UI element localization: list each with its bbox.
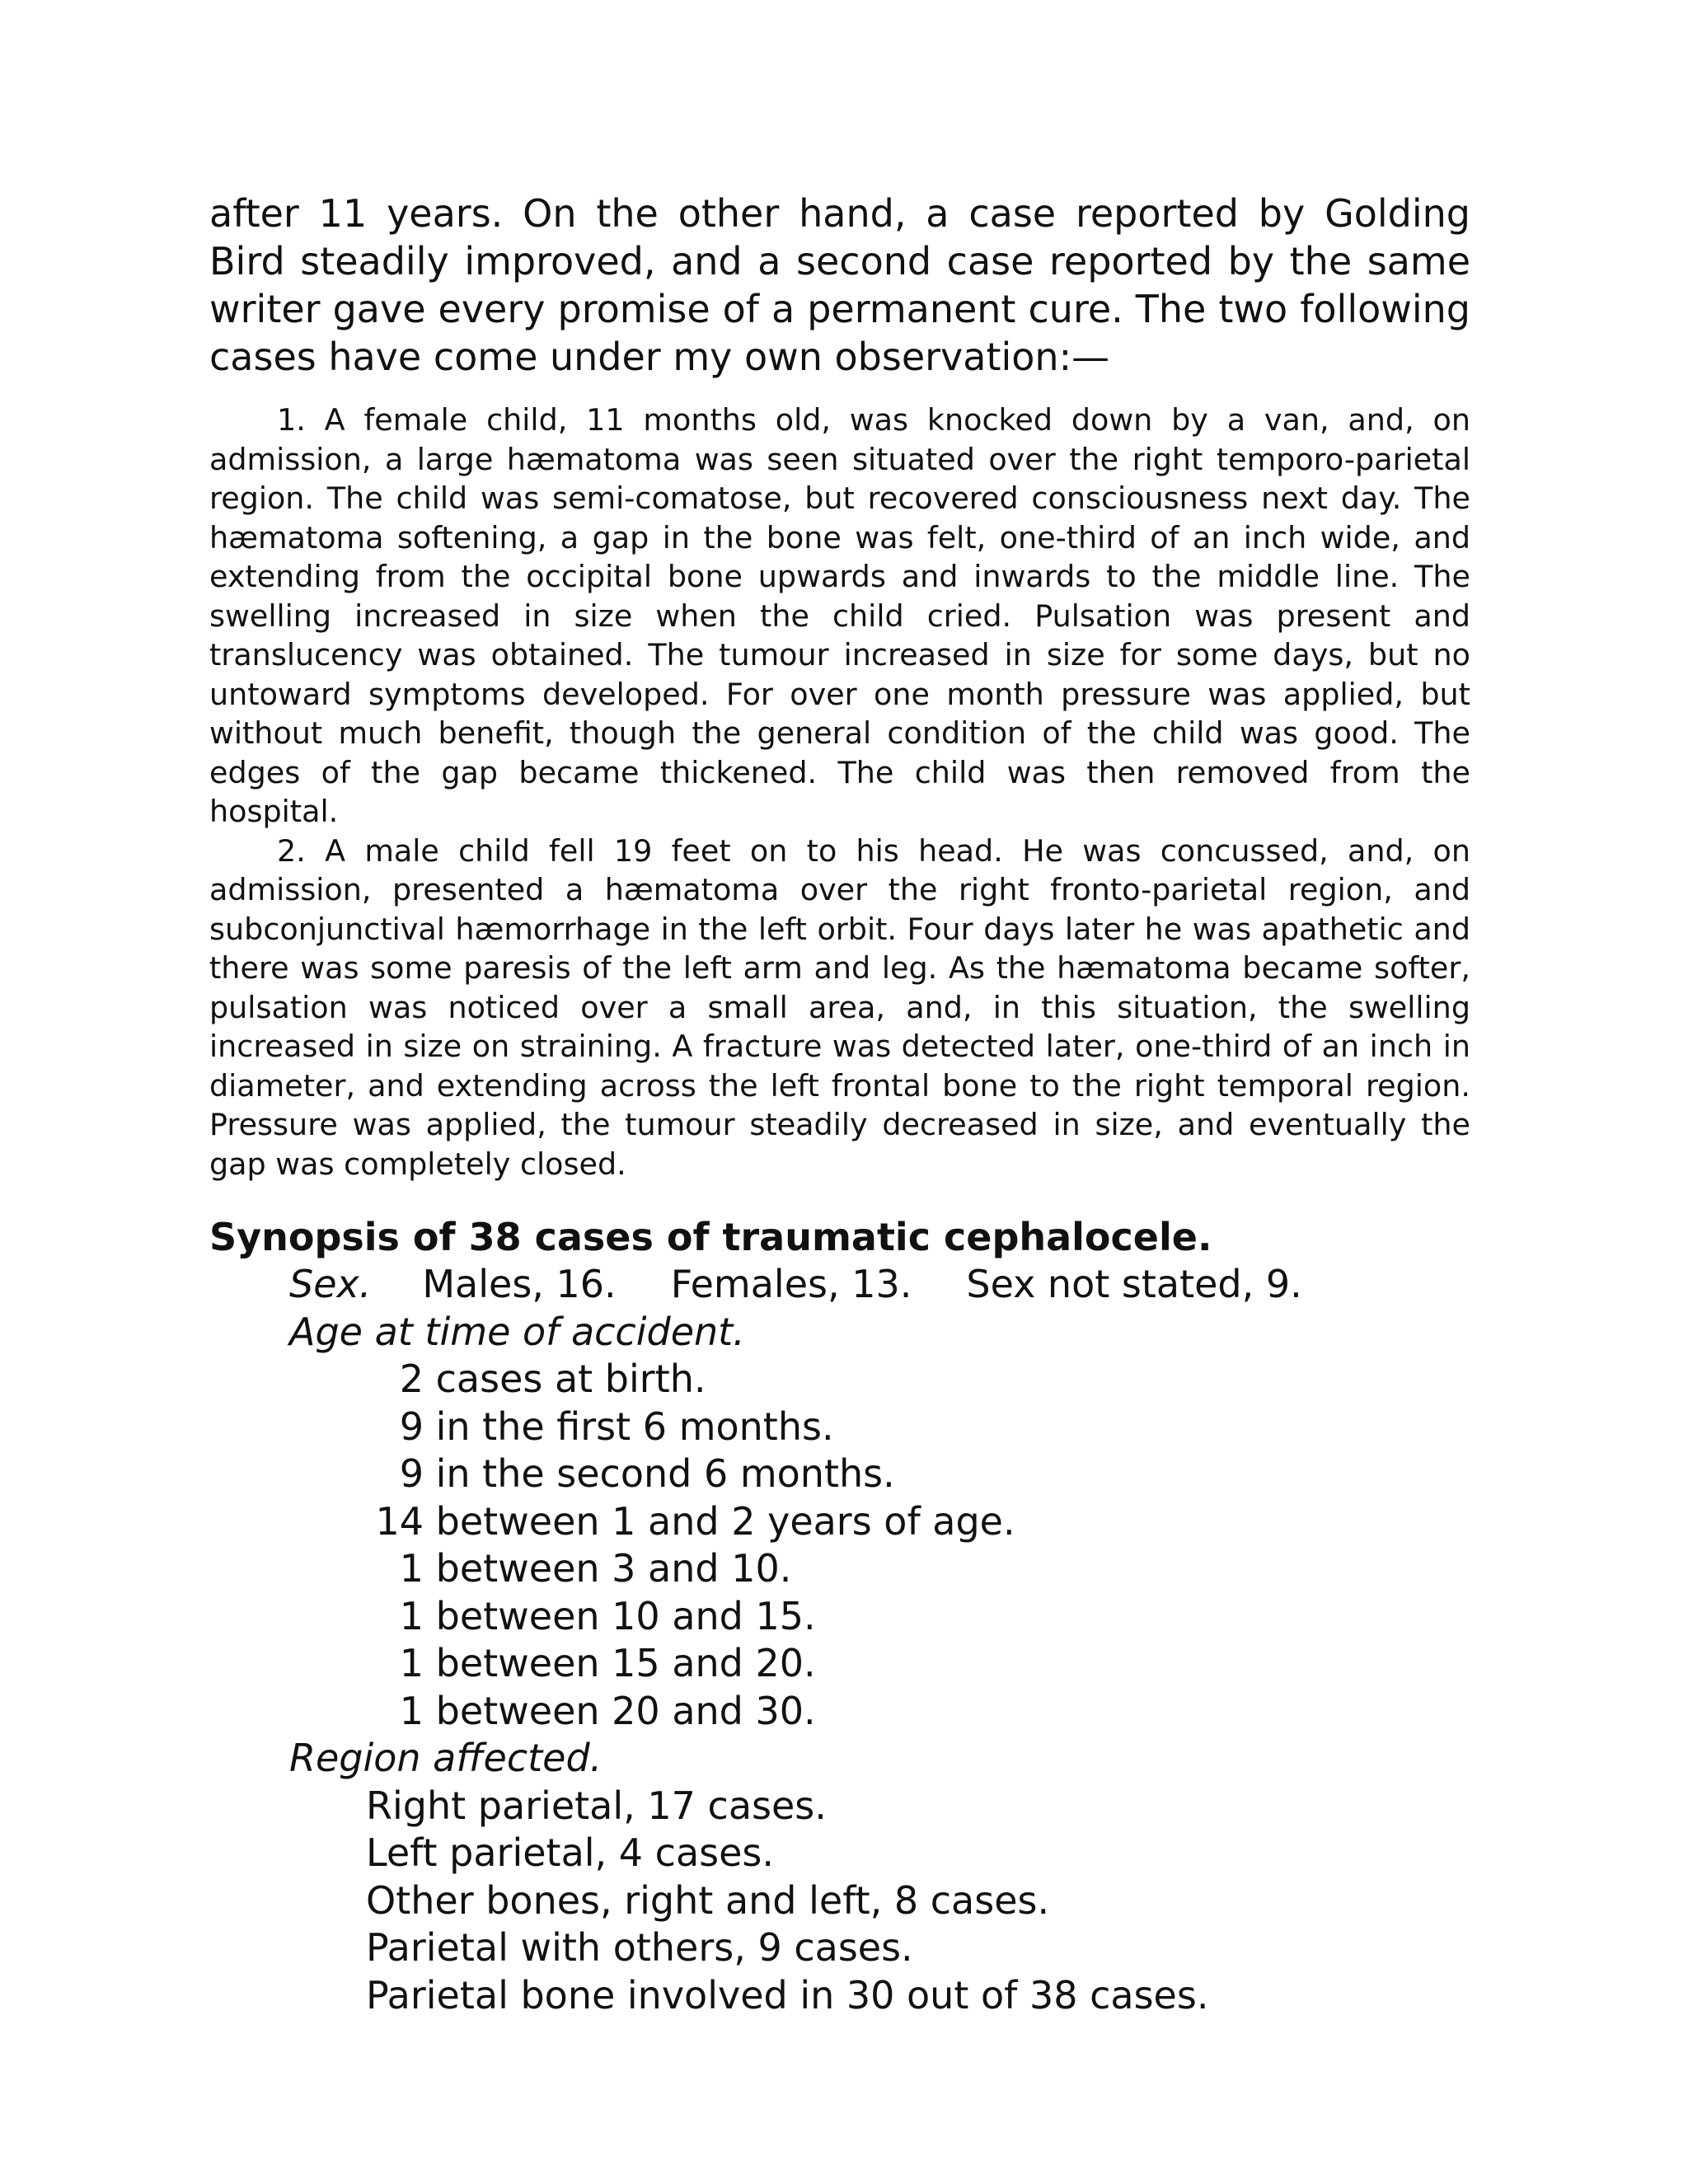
age-row	[209, 1593, 1470, 1641]
document-page	[209, 190, 1470, 2019]
age-description: between 3 and 10.	[424, 1546, 792, 1591]
synopsis-list	[209, 1261, 1470, 2019]
intro-paragraph: after 11 years. On the other hand, a case reported by Golding Bird steadily improved, and a second case reported by the same writer gave every promise of a permanent cure. The two following cases have come under my own observation:—	[209, 191, 1470, 379]
age-description: between 15 and 20.	[424, 1641, 816, 1685]
age-row	[209, 1404, 1470, 1451]
age-count: 14	[375, 1498, 424, 1544]
age-label: Age at time of accident.	[289, 1309, 745, 1354]
region-row: Right parietal, 17 cases.	[366, 1783, 827, 1828]
age-description: between 1 and 2 years of age.	[424, 1498, 1015, 1544]
sex-not-stated: Sex not stated, 9.	[966, 1262, 1302, 1306]
age-row	[209, 1451, 1470, 1498]
case-report-2: 2. A male child fell 19 feet on to his head. He was concussed, and, on admission, presented a hæmatoma over the right fronto-parietal region, and subconjunctival hæmorrhage in the left orbit. Four days later he was apathetic and there was some paresis of the left arm and leg. As the hæmatoma became softer, pulsation was noticed over a small area, and, in this situation, the swelling increased in size on straining. A fracture was detected later, one-third of an inch in diameter, and extending across the left frontal bone to the right temporal region. Pressure was applied, the tumour steadily decreased in size, and eventually the gap was completely closed.	[209, 832, 1470, 1182]
sex-females: Females, 13.	[670, 1262, 912, 1306]
age-row	[209, 1545, 1470, 1593]
sex-line	[209, 1261, 1470, 1309]
region-row: Left parietal, 4 cases.	[366, 1830, 775, 1875]
age-description: between 20 and 30.	[424, 1688, 816, 1733]
age-count: 9	[399, 1451, 424, 1496]
synopsis-heading: Synopsis of 38 cases of traumatic cephalocele.	[209, 1215, 1212, 1259]
region-row: Other bones, right and left, 8 cases.	[366, 1877, 1050, 1923]
case-reports	[209, 401, 1470, 1183]
sex-label: Sex.	[289, 1262, 372, 1306]
age-description: in the first 6 months.	[424, 1404, 834, 1449]
age-count: 1	[399, 1641, 424, 1685]
age-row	[209, 1356, 1470, 1404]
region-row: Parietal with others, 9 cases.	[366, 1925, 913, 1970]
age-count: 9	[399, 1404, 424, 1449]
age-count: 1	[399, 1546, 424, 1591]
age-description: between 10 and 15.	[424, 1593, 816, 1638]
age-count: 2	[399, 1357, 424, 1401]
age-row	[209, 1640, 1470, 1688]
age-description: cases at birth.	[424, 1357, 706, 1401]
age-row	[209, 1688, 1470, 1736]
age-count: 1	[399, 1688, 424, 1733]
case-report-1: 1. A female child, 11 months old, was knocked down by a van, and, on admission, a large hæmatoma was seen situated over the right temporo-parietal region. The child was semi-comatose, but recovered consciousness next day. The hæmatoma softening, a gap in the bone was felt, one-third of an inch wide, and extending from the occipital bone upwards and inwards to the middle line. The swelling increased in size when the child cried. Pulsation was present and translucency was obtained. The tumour increased in size for some days, but no untoward symptoms developed. For over one month pressure was applied, but without much benefit, though the general condition of the child was good. The edges of the gap became thickened. The child was then removed from the hospital.	[209, 402, 1470, 829]
age-count: 1	[399, 1593, 424, 1638]
age-row	[209, 1498, 1470, 1546]
age-description: in the second 6 months.	[424, 1451, 895, 1496]
region-label: Region affected.	[289, 1736, 603, 1780]
region-row: Parietal bone involved in 30 out of 38 cases.	[366, 1972, 1209, 2018]
sex-males: Males, 16.	[422, 1262, 617, 1306]
